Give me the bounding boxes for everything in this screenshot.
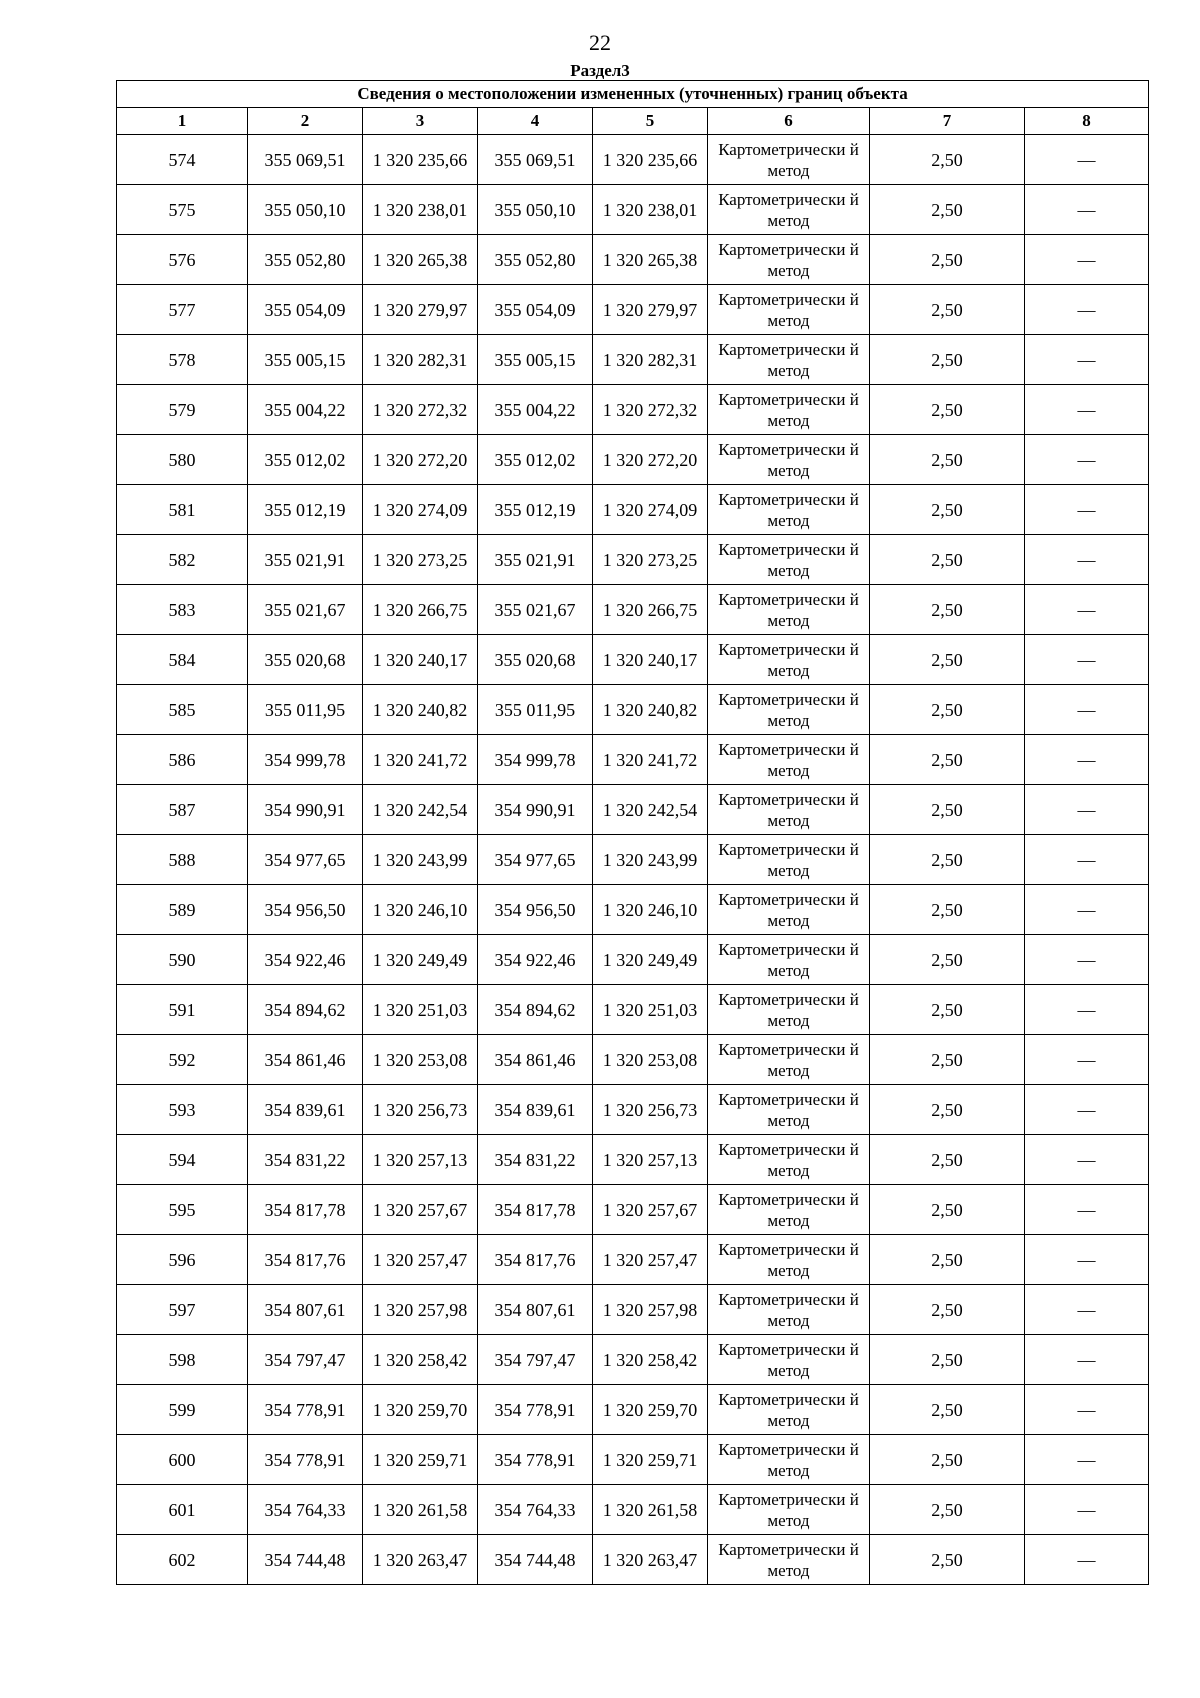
table-row — [117, 1135, 1149, 1185]
accuracy-cell: 2,50 — [870, 335, 1025, 385]
note-cell: — — [1025, 1335, 1149, 1385]
table-row — [117, 185, 1149, 235]
x-coordinate-old-cell: 354 831,22 — [248, 1135, 363, 1185]
x-coordinate-old-cell: 355 012,19 — [248, 485, 363, 535]
x-coordinate-old-cell: 354 817,76 — [248, 1235, 363, 1285]
x-coordinate-old-cell: 354 977,65 — [248, 835, 363, 885]
accuracy-cell: 2,50 — [870, 985, 1025, 1035]
y-coordinate-old-cell: 1 320 272,20 — [363, 435, 478, 485]
y-coordinate-new-cell: 1 320 258,42 — [593, 1335, 708, 1385]
note-cell: — — [1025, 1035, 1149, 1085]
accuracy-cell: 2,50 — [870, 735, 1025, 785]
point-number-cell: 594 — [117, 1135, 248, 1185]
note-cell: — — [1025, 535, 1149, 585]
method-cell: Картометрически й метод — [708, 1535, 870, 1585]
y-coordinate-old-cell: 1 320 282,31 — [363, 335, 478, 385]
y-coordinate-old-cell: 1 320 256,73 — [363, 1085, 478, 1135]
column-number: 6 — [708, 108, 870, 135]
accuracy-cell: 2,50 — [870, 835, 1025, 885]
method-cell: Картометрически й метод — [708, 735, 870, 785]
table-row — [117, 885, 1149, 935]
y-coordinate-old-cell: 1 320 257,67 — [363, 1185, 478, 1235]
y-coordinate-old-cell: 1 320 263,47 — [363, 1535, 478, 1585]
x-coordinate-new-cell: 354 990,91 — [478, 785, 593, 835]
x-coordinate-new-cell: 355 011,95 — [478, 685, 593, 735]
column-number: 1 — [117, 108, 248, 135]
y-coordinate-old-cell: 1 320 240,17 — [363, 635, 478, 685]
y-coordinate-new-cell: 1 320 257,98 — [593, 1285, 708, 1335]
x-coordinate-new-cell: 354 764,33 — [478, 1485, 593, 1535]
x-coordinate-old-cell: 355 069,51 — [248, 135, 363, 185]
x-coordinate-old-cell: 354 764,33 — [248, 1485, 363, 1535]
y-coordinate-old-cell: 1 320 279,97 — [363, 285, 478, 335]
method-cell: Картометрически й метод — [708, 585, 870, 635]
point-number-cell: 588 — [117, 835, 248, 885]
method-cell: Картометрически й метод — [708, 1185, 870, 1235]
x-coordinate-new-cell: 355 052,80 — [478, 235, 593, 285]
method-cell: Картометрически й метод — [708, 1385, 870, 1435]
y-coordinate-new-cell: 1 320 238,01 — [593, 185, 708, 235]
table-row — [117, 1235, 1149, 1285]
y-coordinate-old-cell: 1 320 274,09 — [363, 485, 478, 535]
table-row — [117, 1085, 1149, 1135]
y-coordinate-old-cell: 1 320 272,32 — [363, 385, 478, 435]
y-coordinate-new-cell: 1 320 246,10 — [593, 885, 708, 935]
method-cell: Картометрически й метод — [708, 135, 870, 185]
note-cell: — — [1025, 435, 1149, 485]
table-row — [117, 1535, 1149, 1585]
table-row — [117, 1385, 1149, 1435]
x-coordinate-new-cell: 354 744,48 — [478, 1535, 593, 1585]
x-coordinate-new-cell: 354 977,65 — [478, 835, 593, 885]
table-title: Сведения о местоположении измененных (уточненных) границ объекта — [117, 81, 1149, 108]
table-row — [117, 935, 1149, 985]
x-coordinate-new-cell: 354 807,61 — [478, 1285, 593, 1335]
x-coordinate-new-cell: 354 778,91 — [478, 1385, 593, 1435]
note-cell: — — [1025, 785, 1149, 835]
method-cell: Картометрически й метод — [708, 635, 870, 685]
y-coordinate-new-cell: 1 320 240,82 — [593, 685, 708, 735]
table-row — [117, 635, 1149, 685]
point-number-cell: 593 — [117, 1085, 248, 1135]
column-number: 3 — [363, 108, 478, 135]
y-coordinate-old-cell: 1 320 259,70 — [363, 1385, 478, 1435]
note-cell: — — [1025, 485, 1149, 535]
y-coordinate-new-cell: 1 320 243,99 — [593, 835, 708, 885]
accuracy-cell: 2,50 — [870, 285, 1025, 335]
table-body — [117, 135, 1149, 1585]
table-row — [117, 285, 1149, 335]
note-cell: — — [1025, 185, 1149, 235]
x-coordinate-old-cell: 355 020,68 — [248, 635, 363, 685]
accuracy-cell: 2,50 — [870, 585, 1025, 635]
table-row — [117, 235, 1149, 285]
method-cell: Картометрически й метод — [708, 985, 870, 1035]
y-coordinate-old-cell: 1 320 251,03 — [363, 985, 478, 1035]
table-row — [117, 785, 1149, 835]
table-row — [117, 735, 1149, 785]
x-coordinate-new-cell: 354 817,78 — [478, 1185, 593, 1235]
method-cell: Картометрически й метод — [708, 1485, 870, 1535]
method-cell: Картометрически й метод — [708, 235, 870, 285]
note-cell: — — [1025, 585, 1149, 635]
point-number-cell: 578 — [117, 335, 248, 385]
accuracy-cell: 2,50 — [870, 685, 1025, 735]
table-row — [117, 535, 1149, 585]
x-coordinate-old-cell: 355 011,95 — [248, 685, 363, 735]
x-coordinate-new-cell: 355 069,51 — [478, 135, 593, 185]
x-coordinate-old-cell: 354 778,91 — [248, 1385, 363, 1435]
accuracy-cell: 2,50 — [870, 1135, 1025, 1185]
x-coordinate-old-cell: 354 922,46 — [248, 935, 363, 985]
note-cell: — — [1025, 1435, 1149, 1485]
note-cell: — — [1025, 685, 1149, 735]
method-cell: Картометрически й метод — [708, 785, 870, 835]
x-coordinate-new-cell: 355 020,68 — [478, 635, 593, 685]
x-coordinate-old-cell: 354 999,78 — [248, 735, 363, 785]
y-coordinate-new-cell: 1 320 240,17 — [593, 635, 708, 685]
accuracy-cell: 2,50 — [870, 1085, 1025, 1135]
column-number: 8 — [1025, 108, 1149, 135]
note-cell: — — [1025, 1185, 1149, 1235]
x-coordinate-new-cell: 354 831,22 — [478, 1135, 593, 1185]
coordinates-table — [116, 80, 1149, 1585]
point-number-cell: 589 — [117, 885, 248, 935]
accuracy-cell: 2,50 — [870, 1185, 1025, 1235]
note-cell: — — [1025, 1485, 1149, 1535]
point-number-cell: 585 — [117, 685, 248, 735]
y-coordinate-old-cell: 1 320 246,10 — [363, 885, 478, 935]
x-coordinate-new-cell: 355 012,02 — [478, 435, 593, 485]
y-coordinate-new-cell: 1 320 279,97 — [593, 285, 708, 335]
point-number-cell: 581 — [117, 485, 248, 535]
note-cell: — — [1025, 1535, 1149, 1585]
point-number-cell: 577 — [117, 285, 248, 335]
method-cell: Картометрически й метод — [708, 685, 870, 735]
y-coordinate-old-cell: 1 320 238,01 — [363, 185, 478, 235]
y-coordinate-old-cell: 1 320 273,25 — [363, 535, 478, 585]
table-row — [117, 435, 1149, 485]
method-cell: Картометрически й метод — [708, 1335, 870, 1385]
y-coordinate-old-cell: 1 320 259,71 — [363, 1435, 478, 1485]
x-coordinate-new-cell: 355 021,67 — [478, 585, 593, 635]
x-coordinate-old-cell: 355 021,91 — [248, 535, 363, 585]
x-coordinate-old-cell: 354 778,91 — [248, 1435, 363, 1485]
y-coordinate-new-cell: 1 320 242,54 — [593, 785, 708, 835]
x-coordinate-old-cell: 354 956,50 — [248, 885, 363, 935]
table-row — [117, 985, 1149, 1035]
x-coordinate-new-cell: 354 861,46 — [478, 1035, 593, 1085]
x-coordinate-new-cell: 354 778,91 — [478, 1435, 593, 1485]
note-cell: — — [1025, 1235, 1149, 1285]
table-row — [117, 685, 1149, 735]
accuracy-cell: 2,50 — [870, 785, 1025, 835]
note-cell: — — [1025, 935, 1149, 985]
column-number: 7 — [870, 108, 1025, 135]
x-coordinate-new-cell: 354 894,62 — [478, 985, 593, 1035]
point-number-cell: 601 — [117, 1485, 248, 1535]
accuracy-cell: 2,50 — [870, 635, 1025, 685]
table-row — [117, 1285, 1149, 1335]
accuracy-cell: 2,50 — [870, 385, 1025, 435]
note-cell: — — [1025, 1385, 1149, 1435]
x-coordinate-old-cell: 355 021,67 — [248, 585, 363, 635]
accuracy-cell: 2,50 — [870, 435, 1025, 485]
accuracy-cell: 2,50 — [870, 1535, 1025, 1585]
point-number-cell: 575 — [117, 185, 248, 235]
x-coordinate-old-cell: 354 744,48 — [248, 1535, 363, 1585]
y-coordinate-old-cell: 1 320 235,66 — [363, 135, 478, 185]
table-row — [117, 385, 1149, 435]
accuracy-cell: 2,50 — [870, 485, 1025, 535]
y-coordinate-new-cell: 1 320 259,70 — [593, 1385, 708, 1435]
point-number-cell: 598 — [117, 1335, 248, 1385]
x-coordinate-old-cell: 355 012,02 — [248, 435, 363, 485]
x-coordinate-new-cell: 354 956,50 — [478, 885, 593, 935]
note-cell: — — [1025, 1135, 1149, 1185]
method-cell: Картометрически й метод — [708, 1035, 870, 1085]
table-row — [117, 585, 1149, 635]
point-number-cell: 596 — [117, 1235, 248, 1285]
method-cell: Картометрически й метод — [708, 285, 870, 335]
y-coordinate-new-cell: 1 320 282,31 — [593, 335, 708, 385]
page-number: 22 — [589, 30, 611, 55]
method-cell: Картометрически й метод — [708, 535, 870, 585]
method-cell: Картометрически й метод — [708, 935, 870, 985]
x-coordinate-old-cell: 354 817,78 — [248, 1185, 363, 1235]
note-cell: — — [1025, 1085, 1149, 1135]
y-coordinate-new-cell: 1 320 257,47 — [593, 1235, 708, 1285]
point-number-cell: 579 — [117, 385, 248, 435]
note-cell: — — [1025, 285, 1149, 335]
y-coordinate-new-cell: 1 320 253,08 — [593, 1035, 708, 1085]
method-cell: Картометрически й метод — [708, 1285, 870, 1335]
point-number-cell: 587 — [117, 785, 248, 835]
x-coordinate-old-cell: 355 004,22 — [248, 385, 363, 435]
x-coordinate-old-cell: 355 054,09 — [248, 285, 363, 335]
x-coordinate-new-cell: 354 817,76 — [478, 1235, 593, 1285]
x-coordinate-new-cell: 355 054,09 — [478, 285, 593, 335]
note-cell: — — [1025, 135, 1149, 185]
note-cell: — — [1025, 235, 1149, 285]
point-number-cell: 586 — [117, 735, 248, 785]
table-row — [117, 135, 1149, 185]
y-coordinate-old-cell: 1 320 266,75 — [363, 585, 478, 635]
y-coordinate-old-cell: 1 320 257,13 — [363, 1135, 478, 1185]
method-cell: Картометрически й метод — [708, 835, 870, 885]
y-coordinate-new-cell: 1 320 251,03 — [593, 985, 708, 1035]
table-row — [117, 835, 1149, 885]
y-coordinate-new-cell: 1 320 249,49 — [593, 935, 708, 985]
x-coordinate-old-cell: 354 839,61 — [248, 1085, 363, 1135]
y-coordinate-new-cell: 1 320 266,75 — [593, 585, 708, 635]
x-coordinate-old-cell: 354 990,91 — [248, 785, 363, 835]
y-coordinate-old-cell: 1 320 240,82 — [363, 685, 478, 735]
x-coordinate-new-cell: 354 999,78 — [478, 735, 593, 785]
table-row — [117, 1185, 1149, 1235]
x-coordinate-old-cell: 355 050,10 — [248, 185, 363, 235]
accuracy-cell: 2,50 — [870, 135, 1025, 185]
method-cell: Картометрически й метод — [708, 1085, 870, 1135]
method-cell: Картометрически й метод — [708, 1235, 870, 1285]
y-coordinate-old-cell: 1 320 243,99 — [363, 835, 478, 885]
y-coordinate-old-cell: 1 320 257,47 — [363, 1235, 478, 1285]
point-number-cell: 597 — [117, 1285, 248, 1335]
x-coordinate-old-cell: 355 005,15 — [248, 335, 363, 385]
x-coordinate-new-cell: 354 797,47 — [478, 1335, 593, 1385]
note-cell: — — [1025, 1285, 1149, 1335]
point-number-cell: 583 — [117, 585, 248, 635]
method-cell: Картометрически й метод — [708, 885, 870, 935]
y-coordinate-old-cell: 1 320 257,98 — [363, 1285, 478, 1335]
y-coordinate-old-cell: 1 320 249,49 — [363, 935, 478, 985]
y-coordinate-old-cell: 1 320 241,72 — [363, 735, 478, 785]
method-cell: Картометрически й метод — [708, 435, 870, 485]
point-number-cell: 582 — [117, 535, 248, 585]
x-coordinate-new-cell: 355 050,10 — [478, 185, 593, 235]
note-cell: — — [1025, 835, 1149, 885]
method-cell: Картометрически й метод — [708, 1435, 870, 1485]
y-coordinate-new-cell: 1 320 272,20 — [593, 435, 708, 485]
accuracy-cell: 2,50 — [870, 1385, 1025, 1435]
y-coordinate-new-cell: 1 320 257,13 — [593, 1135, 708, 1185]
y-coordinate-new-cell: 1 320 273,25 — [593, 535, 708, 585]
accuracy-cell: 2,50 — [870, 1435, 1025, 1485]
point-number-cell: 599 — [117, 1385, 248, 1435]
method-cell: Картометрически й метод — [708, 485, 870, 535]
point-number-cell: 595 — [117, 1185, 248, 1235]
point-number-cell: 591 — [117, 985, 248, 1035]
y-coordinate-old-cell: 1 320 253,08 — [363, 1035, 478, 1085]
y-coordinate-new-cell: 1 320 274,09 — [593, 485, 708, 535]
column-number: 5 — [593, 108, 708, 135]
y-coordinate-new-cell: 1 320 265,38 — [593, 235, 708, 285]
accuracy-cell: 2,50 — [870, 235, 1025, 285]
point-number-cell: 602 — [117, 1535, 248, 1585]
method-cell: Картометрически й метод — [708, 185, 870, 235]
x-coordinate-new-cell: 355 012,19 — [478, 485, 593, 535]
note-cell: — — [1025, 635, 1149, 685]
note-cell: — — [1025, 335, 1149, 385]
note-cell: — — [1025, 385, 1149, 435]
y-coordinate-new-cell: 1 320 235,66 — [593, 135, 708, 185]
column-number: 4 — [478, 108, 593, 135]
point-number-cell: 584 — [117, 635, 248, 685]
note-cell: — — [1025, 885, 1149, 935]
accuracy-cell: 2,50 — [870, 1235, 1025, 1285]
y-coordinate-new-cell: 1 320 272,32 — [593, 385, 708, 435]
table-row — [117, 1035, 1149, 1085]
x-coordinate-old-cell: 354 894,62 — [248, 985, 363, 1035]
x-coordinate-new-cell: 355 005,15 — [478, 335, 593, 385]
point-number-cell: 580 — [117, 435, 248, 485]
y-coordinate-new-cell: 1 320 263,47 — [593, 1535, 708, 1585]
section-label: Раздел3 — [570, 61, 630, 80]
y-coordinate-new-cell: 1 320 241,72 — [593, 735, 708, 785]
point-number-cell: 576 — [117, 235, 248, 285]
y-coordinate-old-cell: 1 320 242,54 — [363, 785, 478, 835]
y-coordinate-old-cell: 1 320 261,58 — [363, 1485, 478, 1535]
point-number-cell: 592 — [117, 1035, 248, 1085]
y-coordinate-new-cell: 1 320 256,73 — [593, 1085, 708, 1135]
accuracy-cell: 2,50 — [870, 1285, 1025, 1335]
note-cell: — — [1025, 735, 1149, 785]
y-coordinate-new-cell: 1 320 259,71 — [593, 1435, 708, 1485]
x-coordinate-old-cell: 355 052,80 — [248, 235, 363, 285]
point-number-cell: 590 — [117, 935, 248, 985]
x-coordinate-new-cell: 355 004,22 — [478, 385, 593, 435]
x-coordinate-old-cell: 354 807,61 — [248, 1285, 363, 1335]
table-row — [117, 485, 1149, 535]
accuracy-cell: 2,50 — [870, 1335, 1025, 1385]
y-coordinate-new-cell: 1 320 261,58 — [593, 1485, 708, 1535]
x-coordinate-new-cell: 354 922,46 — [478, 935, 593, 985]
x-coordinate-old-cell: 354 861,46 — [248, 1035, 363, 1085]
y-coordinate-old-cell: 1 320 258,42 — [363, 1335, 478, 1385]
x-coordinate-new-cell: 354 839,61 — [478, 1085, 593, 1135]
column-number: 2 — [248, 108, 363, 135]
point-number-cell: 600 — [117, 1435, 248, 1485]
accuracy-cell: 2,50 — [870, 185, 1025, 235]
y-coordinate-old-cell: 1 320 265,38 — [363, 235, 478, 285]
table-row — [117, 335, 1149, 385]
accuracy-cell: 2,50 — [870, 935, 1025, 985]
x-coordinate-old-cell: 354 797,47 — [248, 1335, 363, 1385]
table-row — [117, 1435, 1149, 1485]
point-number-cell: 574 — [117, 135, 248, 185]
method-cell: Картометрически й метод — [708, 335, 870, 385]
method-cell: Картометрически й метод — [708, 385, 870, 435]
note-cell: — — [1025, 985, 1149, 1035]
accuracy-cell: 2,50 — [870, 1035, 1025, 1085]
y-coordinate-new-cell: 1 320 257,67 — [593, 1185, 708, 1235]
table-row — [117, 1335, 1149, 1385]
accuracy-cell: 2,50 — [870, 885, 1025, 935]
method-cell: Картометрически й метод — [708, 1135, 870, 1185]
accuracy-cell: 2,50 — [870, 535, 1025, 585]
table-row — [117, 1485, 1149, 1535]
column-number-row — [117, 108, 1149, 135]
accuracy-cell: 2,50 — [870, 1485, 1025, 1535]
x-coordinate-new-cell: 355 021,91 — [478, 535, 593, 585]
